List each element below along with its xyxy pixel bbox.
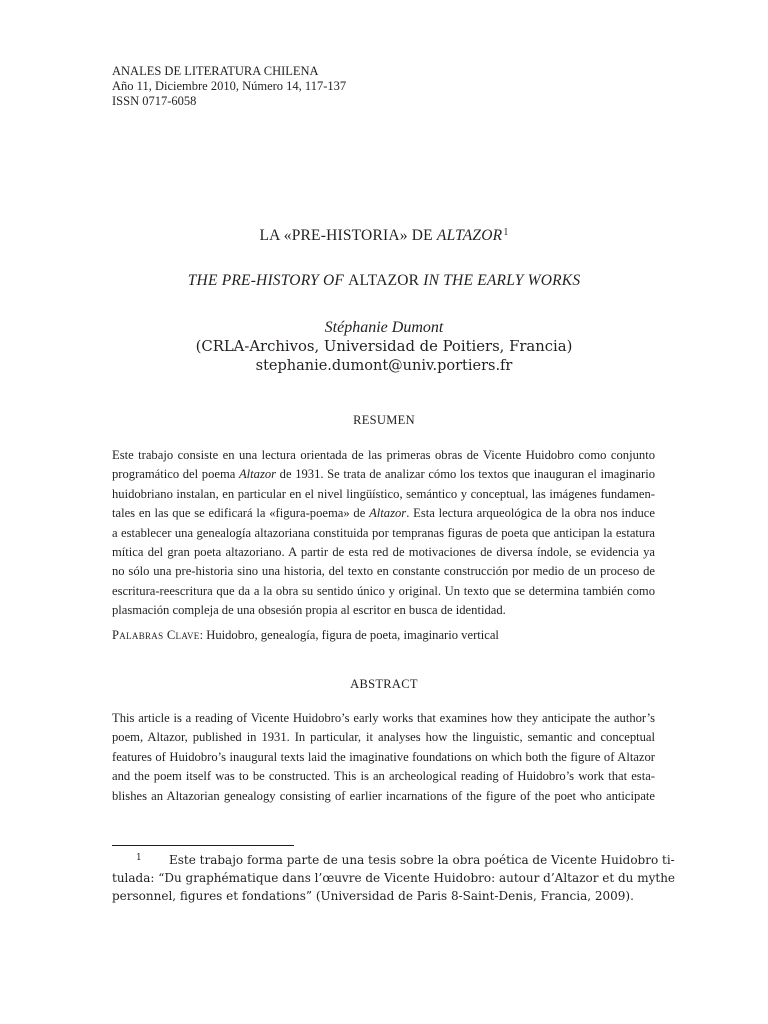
author-affiliation: (CRLA-Archivos, Universidad de Poitiers, Francia) bbox=[195, 338, 573, 355]
subtitle-part1: THE PRE-HISTORY OF bbox=[187, 272, 349, 289]
footnote-line: tulada: “Du graphématique dans l’œuvre de Vicente Huidobro: autour d’Altazor et du mythe bbox=[112, 871, 676, 885]
title-footnote-mark[interactable]: 1 bbox=[503, 227, 509, 238]
resumen-line: Este trabajo consiste en una lectura orientada de las primeras obras de Vicente Huidobro como conjunto bbox=[112, 448, 655, 462]
resumen-line: huidobriano instalan, en particular en el nivel lingüístico, semántico y conceptual, las imágenes fundamen- bbox=[112, 486, 655, 501]
resumen-line: no sólo una pre-historia sino una historia, del texto en constante construcción por medio de un proceso de bbox=[112, 564, 655, 579]
journal-name: ANALES DE LITERATURA CHILENA bbox=[112, 64, 319, 78]
resumen-line: tales en las que se edificará la «figura-poema» de Altazor. Esta lectura arqueológica de la obra nos induce bbox=[112, 506, 655, 521]
abstract-heading: ABSTRACT bbox=[350, 677, 418, 691]
subtitle-part3: IN THE EARLY WORKS bbox=[419, 272, 581, 289]
journal-header bbox=[112, 64, 346, 109]
resumen-line: escritura-reescritura que da a la obra su sentido único y original. Un texto que se determina también como bbox=[112, 583, 655, 598]
footnote-number: 1 bbox=[136, 853, 142, 863]
footnote-line: 1 Este trabajo forma parte de una tesis sobre la obra poética de Vicente Huidobro ti- bbox=[112, 849, 632, 869]
title-prefix: LA «PRE-HISTORIA» DE bbox=[259, 227, 437, 244]
subtitle-altazor: ALTAZOR bbox=[348, 272, 420, 289]
author-name: Stéphanie Dumont bbox=[324, 319, 444, 336]
footnote-divider bbox=[112, 845, 294, 846]
journal-issue: Año 11, Diciembre 2010, Número 14, 117-137 bbox=[112, 79, 347, 93]
journal-issn: ISSN 0717-6058 bbox=[112, 94, 197, 108]
abstract-line: blishes an Altazorian genealogy consisting of earlier incarnations of the figure of the poet who anticipate bbox=[112, 788, 655, 803]
keywords-label: Palabras Clave bbox=[112, 628, 200, 642]
abstract-line: poem, Altazor, published in 1931. In particular, it analyses how the linguistic, semantic and conceptual bbox=[112, 730, 655, 745]
resumen-line: plasmación compleja de una obsesión propia al escritor en busca de identidad. bbox=[112, 603, 506, 618]
abstract-paragraph bbox=[112, 709, 655, 806]
abstract-line: and the poem itself was to be constructed. This is an archeological reading of Huidobro’s work that esta- bbox=[112, 769, 655, 784]
abstract-line: features of Huidobro’s inaugural texts laid the imaginative foundations on which both the figure of Altazor bbox=[112, 749, 655, 764]
footnote bbox=[112, 849, 676, 905]
article-title bbox=[0, 227, 768, 245]
resumen-line: programático del poema Altazor de 1931. Se trata de analizar cómo los textos que inauguran el imaginario bbox=[112, 467, 655, 482]
resumen-paragraph bbox=[112, 446, 655, 621]
title-altazor: ALTAZOR bbox=[436, 227, 503, 244]
resumen-line: mítica del gran poeta altazoriano. A partir de esta red de motivaciones de diversa índole, se evidencia ya bbox=[112, 545, 655, 560]
footnote-line: personnel, figures et fondations” (Universidad de Paris 8-Saint-Denis, Francia, 2009). bbox=[112, 889, 634, 903]
resumen-line: a establecer una genealogía altazoriana constituida por tempranas figuras de poeta que anticipan la estatura bbox=[112, 525, 655, 540]
article-subtitle bbox=[0, 272, 768, 290]
resumen-heading: RESUMEN bbox=[353, 413, 415, 427]
author-email[interactable]: stephanie.dumont@univ.portiers.fr bbox=[255, 358, 513, 374]
abstract-line: This article is a reading of Vicente Huidobro’s early works that examines how they anticipate the author’s bbox=[112, 711, 655, 725]
keywords-list: : Huidobro, genealogía, figura de poeta, imaginario vertical bbox=[199, 628, 499, 642]
keywords bbox=[112, 628, 499, 643]
